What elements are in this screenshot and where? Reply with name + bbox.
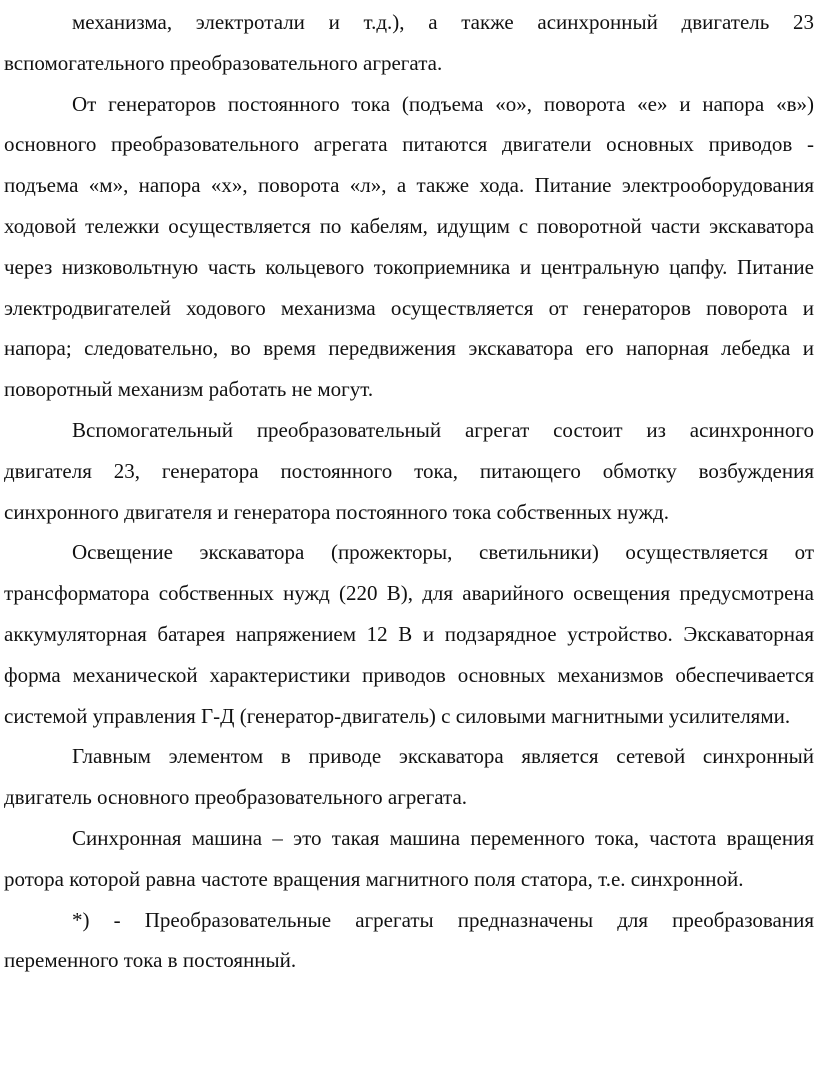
paragraph-continuation: механизма, электротали и т.д.), а также асинхронный двигатель 23 вспомогательного преобразовательного агрегата.: [4, 10, 814, 75]
paragraph-main-element: Главным элементом в приводе экскаватора является сетевой синхронный двигатель основного преобразовательного агрегата.: [4, 744, 814, 810]
paragraph-footnote: *) - Преобразовательные агрегаты предназначены для преобразования переменного тока в постоянный.: [4, 907, 814, 973]
document-page: [4, 2, 814, 981]
paragraph-dc-generators: От генераторов постоянного тока (подъема «о», поворота «е» и напора «в») основного преобразовательного агрегата питаются двигатели основных приводов - подъема «м», напора «х», поворота «л», а также хода. Питание электрооборудования ходовой тележки осуществляется по кабелям, идущим с поворотной части экскаватора через низковольтную часть кольцевого токоприемника и центральную цапфу. Питание электродвигателей ходового механизма осуществляется от генераторов поворота и напора; следовательно, во время передвижения экскаватора его напорная лебедка и поворотный механизм работать не могут.: [4, 91, 814, 402]
paragraph-synchronous-machine: Синхронная машина – это такая машина переменного тока, частота вращения ротора которой равна частоте вращения магнитного поля статора, т.е. синхронной.: [4, 825, 814, 891]
paragraph-auxiliary-unit: Вспомогательный преобразовательный агрегат состоит из асинхронного двигателя 23, генератора постоянного тока, питающего обмотку возбуждения синхронного двигателя и генератора постоянного тока собственных нужд.: [4, 417, 814, 524]
paragraph-lighting: Освещение экскаватора (прожекторы, светильники) осуществляется от трансформатора собственных нужд (220 В), для аварийного освещения предусмотрена аккумуляторная батарея напряжением 12 В и подзарядное устройство. Экскаваторная форма механической характеристики приводов основных механизмов обеспечивается системой управления Г-Д (генератор-двигатель) с силовыми магнитными усилителями.: [4, 540, 814, 728]
